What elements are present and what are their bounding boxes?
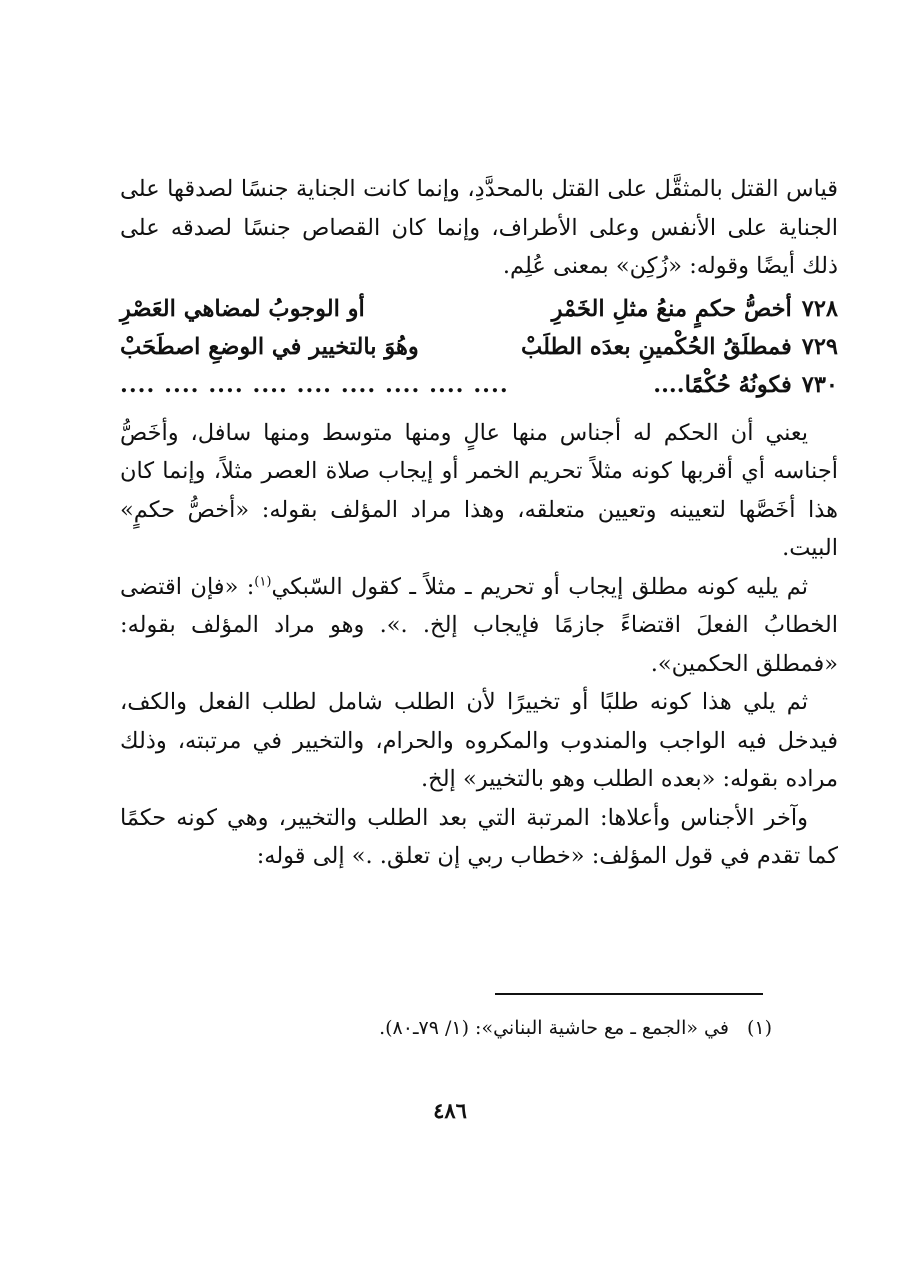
verse-number: ٧٣٠ bbox=[801, 371, 838, 398]
page-number: ٤٨٦ bbox=[433, 1098, 467, 1123]
verse-omitted-dots: .... .... .... .... .... .... .... .... .... bbox=[120, 371, 509, 398]
verse-number: ٧٢٨ bbox=[801, 295, 838, 322]
verse-second-hemistich: وهُوَ بالتخيير في الوضعِ اصطَحَبْ bbox=[120, 333, 419, 360]
verse-line bbox=[120, 290, 838, 328]
footnote-number: (١) bbox=[746, 1017, 772, 1039]
paragraph-commentary: يعني أن الحكم له أجناس منها عالٍ ومنها متوسط ومنها سافل، وأخَصُّ أجناسه أي أقربها كونه مثلاً تحريم الخمر أو إيجاب صلاة العصر مثلاً، وإنما كان هذا أخَصَّها لتعيينه وتعيين متعلقه، وهذا مراد المؤلف بقوله: «أخصُّ حكمٍ» البيت. bbox=[120, 419, 838, 561]
verse-second-hemistich: أو الوجوبُ لمضاهي العَصْرِ bbox=[120, 295, 365, 322]
main-text bbox=[120, 170, 838, 876]
verse-first-hemistich: فمطلَقُ الحُكْمينِ بعدَه الطلَبْ bbox=[520, 333, 792, 360]
verse-first-hemistich: فكونُهُ حُكْمًا.... bbox=[653, 371, 792, 398]
paragraph-commentary bbox=[120, 568, 838, 684]
verse-line bbox=[120, 328, 838, 366]
paragraph-commentary: ثم يلي هذا كونه طلبًا أو تخييرًا لأن الطلب شامل لطلب الفعل والكف، فيدخل فيه الواجب والمندوب والمكروه والحرام، والتخيير في مرتبته، وذلك مراده بقوله: «بعده الطلب وهو بالتخيير» إلخ. bbox=[120, 689, 838, 792]
verse-first-hemistich: أخصُّ حكمٍ منعُ مثلِ الخَمْرِ bbox=[551, 295, 792, 322]
paragraph-text: : «فإن اقتضى الخطابُ الفعلَ اقتضاءً جازمًا فإيجاب إلخ. .». وهو مراد المؤلف بقوله: «فمطلق الحكمين». bbox=[120, 573, 838, 677]
footnote-text: في «الجمع ـ مع حاشية البناني»: (١/ ٧٩ـ٨٠). bbox=[379, 1017, 729, 1039]
footnote-reference[interactable]: (١) bbox=[254, 574, 272, 589]
footnote bbox=[300, 1014, 772, 1042]
verse-number: ٧٢٩ bbox=[801, 333, 838, 360]
paragraph-intro: قياس القتل بالمثقَّل على القتل بالمحدَّدِ، وإنما كانت الجناية جنسًا لصدقها على الجناية على الأنفس وعلى الأطراف، وإنما كان القصاص جنسًا لصدقه على ذلك أيضًا وقوله: «زُكِن» بمعنى عُلِم. bbox=[120, 176, 838, 279]
verse-line bbox=[120, 366, 838, 404]
paragraph-commentary: وآخر الأجناس وأعلاها: المرتبة التي بعد الطلب والتخيير، وهي كونه حكمًا كما تقدم في قول المؤلف: «خطاب ربي إن تعلق. .» إلى قوله: bbox=[120, 804, 838, 869]
paragraph-text: ثم يليه كونه مطلق إيجاب أو تحريم ـ مثلاً ـ كقول السّبكي bbox=[271, 573, 808, 600]
footnote-divider bbox=[495, 993, 763, 995]
verse-block bbox=[120, 290, 838, 404]
